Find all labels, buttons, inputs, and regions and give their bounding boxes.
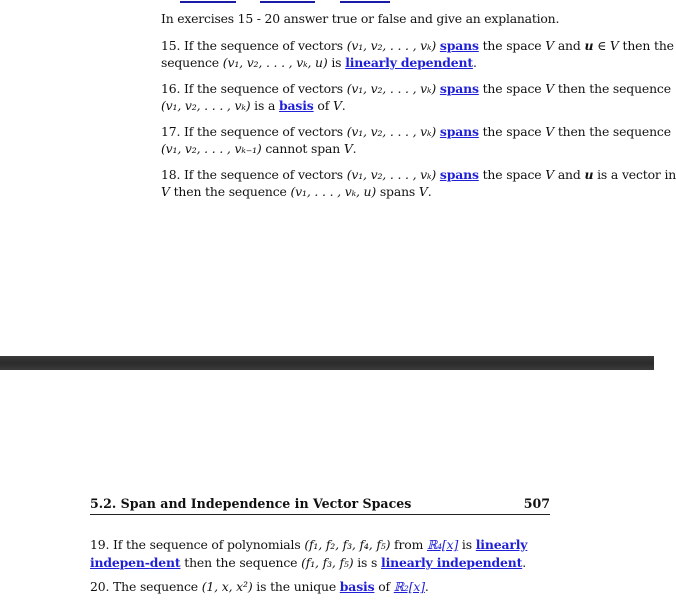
page-bottom <box>0 370 654 613</box>
exercise-number: 15. <box>161 38 185 53</box>
exercise-15 <box>161 37 674 71</box>
math-expression: (v₁, v₂, . . . , vₖ) <box>346 81 437 96</box>
body-text: of <box>374 579 394 594</box>
math-expression: (v₁, v₂, . . . , vₖ) <box>346 167 437 182</box>
body-text: cannot span <box>261 141 344 156</box>
body-text: of <box>313 98 333 113</box>
body-text: is the unique <box>252 579 340 594</box>
glossary-link[interactable]: linearly dependent <box>345 55 473 70</box>
page-separator <box>0 356 654 370</box>
math-expression: ∈ V <box>593 38 619 53</box>
exercise-19 <box>90 536 560 572</box>
body-text: the space <box>478 167 546 182</box>
body-text: then the sequence <box>169 184 291 199</box>
math-expression: V <box>545 167 555 182</box>
link-underline-fragment <box>260 1 315 3</box>
math-link[interactable]: ℝ₄[x] <box>426 537 459 552</box>
body-text: If the sequence of vectors <box>184 38 347 53</box>
exercise-number: 20. <box>90 579 114 594</box>
exercise-number: 16. <box>161 81 185 96</box>
math-expression: (v₁, v₂, . . . , vₖ) <box>161 98 251 113</box>
math-expression: (v₁, v₂, . . . , vₖ, u) <box>222 55 328 70</box>
body-text: If the sequence of vectors <box>184 124 347 139</box>
exercise-line <box>161 140 627 157</box>
glossary-link[interactable]: spans <box>439 124 479 139</box>
math-expression: (1, x, x²) <box>201 579 253 594</box>
glossary-link[interactable]: linearly independent <box>381 555 523 570</box>
body-text: . <box>427 184 432 199</box>
body-text: If the sequence of polynomials <box>113 537 305 552</box>
exercise-line <box>161 97 627 114</box>
exercise-line <box>161 37 674 54</box>
body-text: sequence <box>161 55 223 70</box>
running-header <box>90 496 550 515</box>
body-text: is <box>458 537 476 552</box>
body-text: then the sequence <box>554 81 671 96</box>
body-text: is a vector in <box>593 167 676 182</box>
exercise-18 <box>161 166 676 200</box>
body-text: is a <box>250 98 280 113</box>
math-expression: (v₁, v₂, . . . , vₖ₋₁) <box>161 141 262 156</box>
body-text: . <box>341 98 346 113</box>
body-text: the space <box>478 81 546 96</box>
math-expression: V <box>161 184 170 199</box>
page-number: 507 <box>523 496 550 511</box>
body-text: and <box>554 167 585 182</box>
body-text: is s <box>353 555 382 570</box>
math-expression: (v₁, v₂, . . . , vₖ) <box>346 38 437 53</box>
math-expression: (f₁, f₂, f₃, f₄, f₅) <box>304 537 391 552</box>
body-text: . <box>522 555 527 570</box>
exercise-line <box>161 54 627 71</box>
exercise-number: 19. <box>90 537 114 552</box>
body-text: . <box>352 141 357 156</box>
exercise-intro: In exercises 15 - 20 answer true or false and give an explanation. <box>161 11 560 26</box>
body-text: . <box>472 55 477 70</box>
exercise-line <box>161 123 671 140</box>
body-text: spans <box>376 184 419 199</box>
body-text: then the sequence <box>554 124 671 139</box>
exercise-number: 17. <box>161 124 185 139</box>
math-expression: V <box>418 184 428 199</box>
exercise-20 <box>90 578 560 596</box>
exercise-line <box>150 555 526 570</box>
math-expression: (f₁, f₃, f₅) <box>301 555 354 570</box>
body-text: The sequence <box>113 579 202 594</box>
math-expression: V <box>332 98 342 113</box>
math-vector: u <box>584 167 594 182</box>
body-text: then the sequence <box>180 555 302 570</box>
glossary-link[interactable]: spans <box>439 38 479 53</box>
link-underline-fragment <box>340 1 390 3</box>
exercise-line <box>161 166 676 183</box>
body-text: . <box>424 579 429 594</box>
glossary-link[interactable]: basis <box>339 579 375 594</box>
body-text: If the sequence of vectors <box>184 167 347 182</box>
math-vector: u <box>584 38 594 53</box>
math-expression: V <box>545 124 555 139</box>
body-text: the space <box>478 38 546 53</box>
math-expression: (v₁, . . . , vₖ, u) <box>290 184 377 199</box>
section-title: 5.2. Span and Independence in Vector Spaces <box>90 496 412 511</box>
exercise-16 <box>161 80 671 114</box>
top-link-underlines <box>180 0 480 4</box>
exercise-line <box>161 80 671 97</box>
glossary-link[interactable]: spans <box>439 81 479 96</box>
math-expression: V <box>545 81 555 96</box>
glossary-link[interactable]: linearly indepen- <box>90 537 528 570</box>
body-text: If the sequence of vectors <box>184 81 347 96</box>
math-link[interactable]: ℝ₂[x] <box>393 579 425 594</box>
math-expression: V <box>343 141 353 156</box>
body-text: the space <box>478 124 546 139</box>
body-text: from <box>390 537 427 552</box>
glossary-link[interactable]: basis <box>279 98 314 113</box>
math-expression: (v₁, v₂, . . . , vₖ) <box>346 124 437 139</box>
math-expression: V <box>545 38 555 53</box>
glossary-link[interactable]: spans <box>439 167 479 182</box>
body-text: then the <box>618 38 674 53</box>
exercise-17 <box>161 123 671 157</box>
glossary-link[interactable]: dent <box>149 555 181 570</box>
body-text: and <box>554 38 585 53</box>
exercise-number: 18. <box>161 167 185 182</box>
exercise-line <box>161 183 627 200</box>
link-underline-fragment <box>180 1 236 3</box>
exercise-line <box>90 579 429 594</box>
body-text: is <box>327 55 346 70</box>
